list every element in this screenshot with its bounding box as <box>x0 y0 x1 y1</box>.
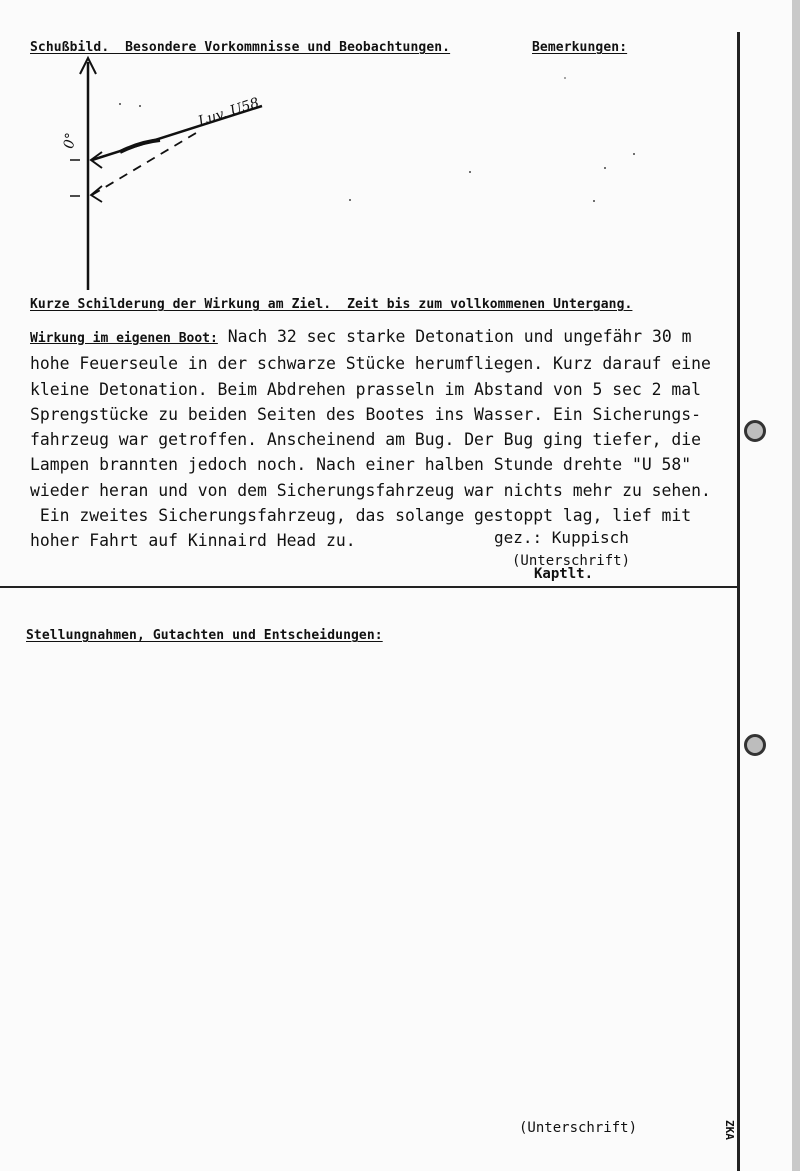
shot-sketch <box>0 0 740 300</box>
scan-edge <box>792 0 800 1171</box>
punch-hole-icon <box>744 734 766 756</box>
section-divider <box>0 586 740 588</box>
punch-hole-icon <box>744 420 766 442</box>
report-line: kleine Detonation. Beim Abdrehen prasseln im Abstand von 5 sec 2 mal <box>30 379 702 399</box>
edge-stamp: ZKA <box>723 1120 736 1140</box>
report-line: Sprengstücke zu beiden Seiten des Bootes ins Wasser. Ein Sicherungs- <box>30 404 702 424</box>
report-line: hoher Fahrt auf Kinnaird Head zu. <box>30 531 356 551</box>
report-line: hohe Feuerseule in der schwarze Stücke herumfliegen. Kurz darauf eine <box>30 354 711 374</box>
signature-rank: Kaptlt. <box>534 566 594 582</box>
track-wake <box>120 140 160 152</box>
zero-degree-label: 0° <box>61 131 80 150</box>
signature-name: gez.: Kuppisch <box>494 528 629 547</box>
opinion-heading: Stellungnahmen, Gutachten und Entscheidungen: <box>26 628 383 643</box>
signature-label: (Unterschrift) <box>512 553 631 569</box>
report-line <box>30 324 742 351</box>
header-title: Schußbild. Besondere Vorkommnisse und Beobachtungen. <box>30 40 451 55</box>
boat-effect-label: Wirkung im eigenen Boot: <box>30 331 218 346</box>
bottom-signature-label: (Unterschrift) <box>519 1120 638 1136</box>
effect-heading: Kurze Schilderung der Wirkung am Ziel. Zeit bis zum vollkommenen Untergang. <box>30 297 633 312</box>
report-line: Lampen brannten jedoch noch. Nach einer halben Stunde drehte "U 58" <box>30 455 692 475</box>
report-line: Ein zweites Sicherungsfahrzeug, das solange gestoppt lag, lief mit <box>30 506 692 526</box>
boat-label: Luv. U58 <box>196 95 262 130</box>
report-line-text: Nach 32 sec starke Detonation und ungefähr 30 m <box>217 327 692 346</box>
report-line: wieder heran und von dem Sicherungsfahrzeug war nichts mehr zu sehen. <box>30 480 711 500</box>
arrow-left-icon <box>91 152 102 168</box>
report-line: fahrzeug war getroffen. Anscheinend am Bug. Der Bug ging tiefer, die <box>30 430 702 450</box>
remarks-heading: Bemerkungen: <box>532 40 628 55</box>
arrow-left-icon <box>91 186 102 202</box>
effect-report <box>30 324 742 554</box>
